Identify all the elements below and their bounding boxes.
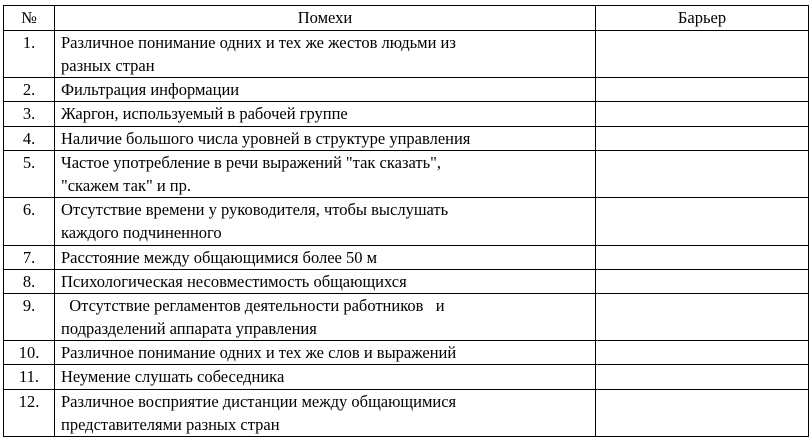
barrier-cell[interactable] bbox=[596, 390, 809, 437]
row-number: 6. bbox=[4, 198, 55, 246]
table-row bbox=[4, 294, 809, 341]
barrier-cell[interactable] bbox=[596, 78, 809, 102]
interference-text: Различное понимание одних и тех же слов и выражений bbox=[55, 341, 596, 365]
header-num: № bbox=[4, 6, 55, 31]
table-row bbox=[4, 102, 809, 127]
table-row bbox=[4, 198, 809, 246]
table-row bbox=[4, 78, 809, 102]
interference-text: Неумение слушать собеседника bbox=[55, 365, 596, 390]
table-row bbox=[4, 31, 809, 78]
interference-text: Расстояние между общающимися более 50 м bbox=[55, 246, 596, 270]
barrier-cell[interactable] bbox=[596, 270, 809, 294]
row-number: 11. bbox=[4, 365, 55, 390]
interference-text: Психологическая несовместимость общающихся bbox=[55, 270, 596, 294]
interference-text: Различное понимание одних и тех же жестов людьми из разных стран bbox=[55, 31, 596, 78]
table-row bbox=[4, 270, 809, 294]
row-number: 2. bbox=[4, 78, 55, 102]
interference-text: Отсутствие времени у руководителя, чтобы выслушать каждого подчиненного bbox=[55, 198, 596, 246]
barrier-cell[interactable] bbox=[596, 365, 809, 390]
interference-table bbox=[3, 5, 809, 437]
table-row bbox=[4, 390, 809, 437]
row-number: 7. bbox=[4, 246, 55, 270]
barrier-cell[interactable] bbox=[596, 31, 809, 78]
barrier-cell[interactable] bbox=[596, 341, 809, 365]
barrier-cell[interactable] bbox=[596, 127, 809, 151]
header-interference: Помехи bbox=[55, 6, 596, 31]
interference-text: Различное восприятие дистанции между общающимися представителями разных стран bbox=[55, 390, 596, 437]
row-number: 9. bbox=[4, 294, 55, 341]
interference-text: Отсутствие регламентов деятельности работников и подразделений аппарата управления bbox=[55, 294, 596, 341]
row-number: 1. bbox=[4, 31, 55, 78]
row-number: 4. bbox=[4, 127, 55, 151]
header-barrier: Барьер bbox=[596, 6, 809, 31]
row-number: 12. bbox=[4, 390, 55, 437]
barrier-cell[interactable] bbox=[596, 294, 809, 341]
row-number: 8. bbox=[4, 270, 55, 294]
barrier-cell[interactable] bbox=[596, 102, 809, 127]
table-row bbox=[4, 151, 809, 198]
barrier-cell[interactable] bbox=[596, 151, 809, 198]
interference-text: Фильтрация информации bbox=[55, 78, 596, 102]
barrier-cell[interactable] bbox=[596, 246, 809, 270]
table-row bbox=[4, 341, 809, 365]
table-row bbox=[4, 246, 809, 270]
header-row bbox=[4, 6, 809, 31]
row-number: 10. bbox=[4, 341, 55, 365]
interference-text: Частое употребление в речи выражений "так сказать", "скажем так" и пр. bbox=[55, 151, 596, 198]
interference-text: Жаргон, используемый в рабочей группе bbox=[55, 102, 596, 127]
row-number: 5. bbox=[4, 151, 55, 198]
row-number: 3. bbox=[4, 102, 55, 127]
interference-text: Наличие большого числа уровней в структуре управления bbox=[55, 127, 596, 151]
table-row bbox=[4, 365, 809, 390]
barrier-cell[interactable] bbox=[596, 198, 809, 246]
table-row bbox=[4, 127, 809, 151]
